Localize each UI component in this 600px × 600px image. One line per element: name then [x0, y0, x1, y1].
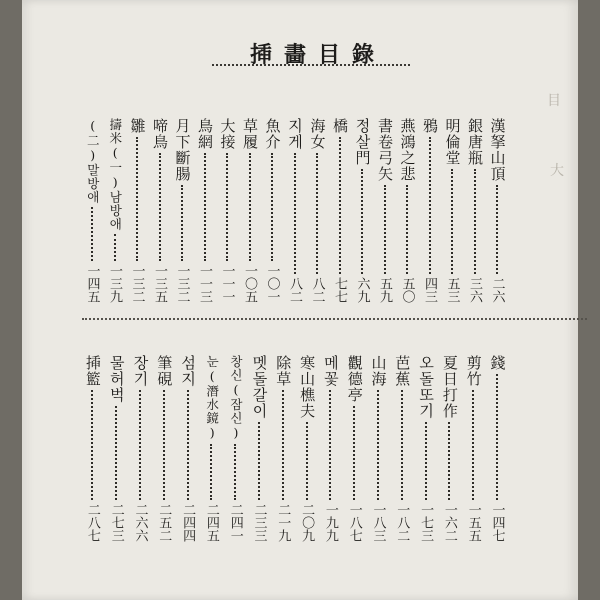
entry-page-number: 六九 — [354, 277, 370, 303]
entry-page-number: 三六 — [467, 277, 482, 303]
entry-title: 海女 — [308, 118, 327, 150]
bleed-through-char: 目 — [547, 93, 561, 109]
entry-title: 草履 — [241, 118, 259, 150]
toc-entry — [246, 355, 272, 542]
toc-entry — [327, 118, 353, 303]
entry-page-number: 一三五 — [152, 264, 167, 303]
toc-entry — [222, 355, 248, 542]
toc-entry — [460, 355, 486, 542]
dot-leader — [91, 390, 93, 500]
title-underline — [212, 64, 410, 66]
bleed-through-char: 大 — [550, 163, 564, 179]
dot-leader — [429, 137, 431, 274]
dot-leader — [448, 422, 450, 500]
dot-leader — [377, 390, 379, 500]
toc-entry — [127, 355, 153, 542]
entry-page-number: 一〇一 — [264, 264, 280, 303]
dot-leader — [496, 185, 498, 274]
entry-page-number: 五九 — [377, 277, 392, 303]
toc-entry — [282, 118, 308, 303]
toc-entry — [413, 355, 439, 542]
dot-leader — [234, 444, 236, 500]
dot-leader — [159, 153, 161, 261]
entry-page-number: 八二 — [287, 277, 302, 303]
toc-entry — [79, 355, 105, 542]
dot-leader — [329, 390, 331, 500]
entry-title: 剪竹 — [464, 355, 483, 387]
dot-leader — [204, 153, 206, 261]
toc-entry — [349, 118, 375, 303]
section-divider — [82, 318, 587, 320]
dot-leader — [384, 185, 386, 274]
dot-leader — [226, 153, 228, 261]
dot-leader — [282, 390, 284, 500]
toc-entry — [214, 118, 240, 303]
toc-entry — [102, 118, 128, 303]
dot-leader — [306, 422, 308, 500]
entry-page-number: 一三九 — [107, 264, 122, 303]
entry-title: 寒山樵夫 — [298, 355, 317, 419]
dot-leader — [339, 137, 341, 274]
entry-title: 山海 — [369, 355, 388, 387]
entry-page-number: 一一一 — [219, 264, 235, 303]
toc-entry — [341, 355, 367, 542]
toc-entry — [436, 355, 462, 542]
entry-page-number: 一七三 — [418, 503, 434, 542]
entry-page-number: 八二 — [309, 277, 325, 303]
toc-entry — [198, 355, 224, 542]
dot-leader — [210, 444, 212, 500]
entry-page-number: 二八七 — [84, 503, 100, 542]
entry-page-number: 一八二 — [394, 503, 410, 542]
toc-entry — [124, 118, 150, 303]
toc-entry — [192, 118, 218, 303]
entry-page-number: 一四七 — [489, 503, 505, 542]
entry-page-number: 二一九 — [275, 503, 291, 542]
dot-leader — [425, 422, 427, 500]
entry-title: 擣米(一)남방애 — [107, 118, 123, 231]
dot-leader — [249, 153, 251, 261]
dot-leader — [114, 234, 116, 261]
dot-leader — [472, 390, 474, 500]
toc-entry — [394, 118, 420, 303]
entry-page-number: 一三二 — [174, 264, 190, 303]
entry-page-number: 一一三 — [197, 264, 212, 303]
toc-entry — [372, 118, 398, 303]
entry-title: 섬지 — [179, 355, 198, 387]
entry-title: 지게 — [286, 118, 304, 150]
dot-leader — [353, 406, 355, 500]
entry-title: (二)말방애 — [85, 118, 101, 204]
dot-leader — [361, 169, 363, 274]
dot-leader — [474, 169, 476, 274]
entry-page-number: 七七 — [332, 277, 347, 303]
entry-page-number: 二四四 — [180, 503, 196, 542]
dot-leader — [451, 169, 453, 274]
entry-title: 장기 — [131, 355, 150, 387]
dot-leader — [181, 185, 183, 261]
entry-page-number: 二〇九 — [299, 503, 315, 542]
entry-title: 물허벅 — [107, 355, 126, 403]
entry-title: 오돌또기 — [417, 355, 436, 419]
entry-page-number: 一四五 — [84, 264, 100, 303]
entry-title: 書卷弓矢 — [376, 118, 394, 182]
toc-entry — [175, 355, 201, 542]
entry-title: 鳥網 — [196, 118, 214, 150]
dot-leader — [496, 374, 498, 500]
book-page — [22, 0, 578, 600]
entry-page-number: 一八三 — [370, 503, 386, 542]
toc-entry — [439, 118, 465, 303]
toc-entry — [389, 355, 415, 542]
entry-title: 啼鳥 — [151, 118, 169, 150]
entry-title: 雛 — [128, 118, 147, 134]
toc-entry — [270, 355, 296, 542]
entry-title: 除草 — [274, 355, 293, 387]
toc-entry — [484, 355, 510, 542]
toc-entry — [462, 118, 488, 303]
dot-leader — [316, 153, 318, 274]
entry-title: 鴉 — [421, 118, 439, 134]
entry-page-number: 一〇五 — [242, 264, 257, 303]
entry-page-number: 二六六 — [132, 503, 148, 542]
entry-title: 창신(잠신) — [228, 355, 244, 441]
entry-page-number: 四三 — [422, 277, 437, 303]
dot-leader — [115, 406, 117, 500]
entry-page-number: 五〇 — [399, 277, 415, 303]
toc-entry — [294, 355, 320, 542]
entry-page-number: 二四一 — [227, 503, 243, 542]
entry-page-number: 二七三 — [108, 503, 124, 542]
dot-leader — [271, 153, 273, 261]
entry-page-number: 一三二 — [129, 264, 145, 303]
toc-entry — [317, 355, 343, 542]
entry-page-number: 五三 — [444, 277, 460, 303]
entry-title: 눈(潛水鏡) — [204, 355, 220, 441]
toc-entry — [169, 118, 195, 303]
toc-entry — [259, 118, 285, 303]
toc-entry — [79, 118, 105, 303]
toc-entry — [147, 118, 173, 303]
toc-entry — [103, 355, 129, 542]
toc-entry — [365, 355, 391, 542]
entry-page-number: 一五五 — [465, 503, 481, 542]
dot-leader — [294, 153, 296, 274]
dot-leader — [406, 185, 408, 274]
toc-entry — [484, 118, 510, 303]
entry-title: 筆硯 — [155, 355, 174, 387]
entry-page-number: 二五二 — [156, 503, 172, 542]
entry-page-number: 二六 — [489, 277, 505, 303]
entry-title: 觀德亭 — [345, 355, 364, 403]
dot-leader — [401, 390, 403, 500]
entry-title: 芭蕉 — [393, 355, 412, 387]
toc-entry — [417, 118, 443, 303]
entry-title: 夏日打作 — [440, 355, 459, 419]
entry-title: 漢拏山頂 — [488, 118, 507, 182]
toc-entry — [151, 355, 177, 542]
entry-title: 정살門 — [353, 118, 372, 166]
toc-entry — [237, 118, 263, 303]
entry-title: 銀唐瓶 — [466, 118, 484, 166]
dot-leader — [91, 207, 93, 261]
dot-leader — [139, 390, 141, 500]
entry-title: 錢 — [488, 355, 507, 371]
entry-page-number: 一六二 — [441, 503, 457, 542]
entry-title: 月下斷腸 — [173, 118, 192, 182]
entry-title: 魚介 — [263, 118, 282, 150]
entry-title: 大接 — [218, 118, 237, 150]
dot-leader — [163, 390, 165, 500]
page-title: 揷畵目錄 — [249, 42, 386, 68]
entry-title: 멧돌갈이 — [250, 355, 269, 419]
entry-title: 揷籃 — [83, 355, 102, 387]
entry-title: 橋 — [331, 118, 349, 134]
entry-title: 明倫堂 — [443, 118, 462, 166]
entry-title: 燕鴻之悲 — [398, 118, 417, 182]
entry-page-number: 一八七 — [346, 503, 362, 542]
dot-leader — [136, 137, 138, 261]
toc-entry — [304, 118, 330, 303]
entry-title: 메꽃 — [321, 355, 340, 387]
entry-page-number: 二三三 — [251, 503, 267, 542]
entry-page-number: 一九九 — [322, 503, 338, 542]
entry-page-number: 二四五 — [203, 503, 219, 542]
dot-leader — [187, 390, 189, 500]
dot-leader — [258, 422, 260, 500]
